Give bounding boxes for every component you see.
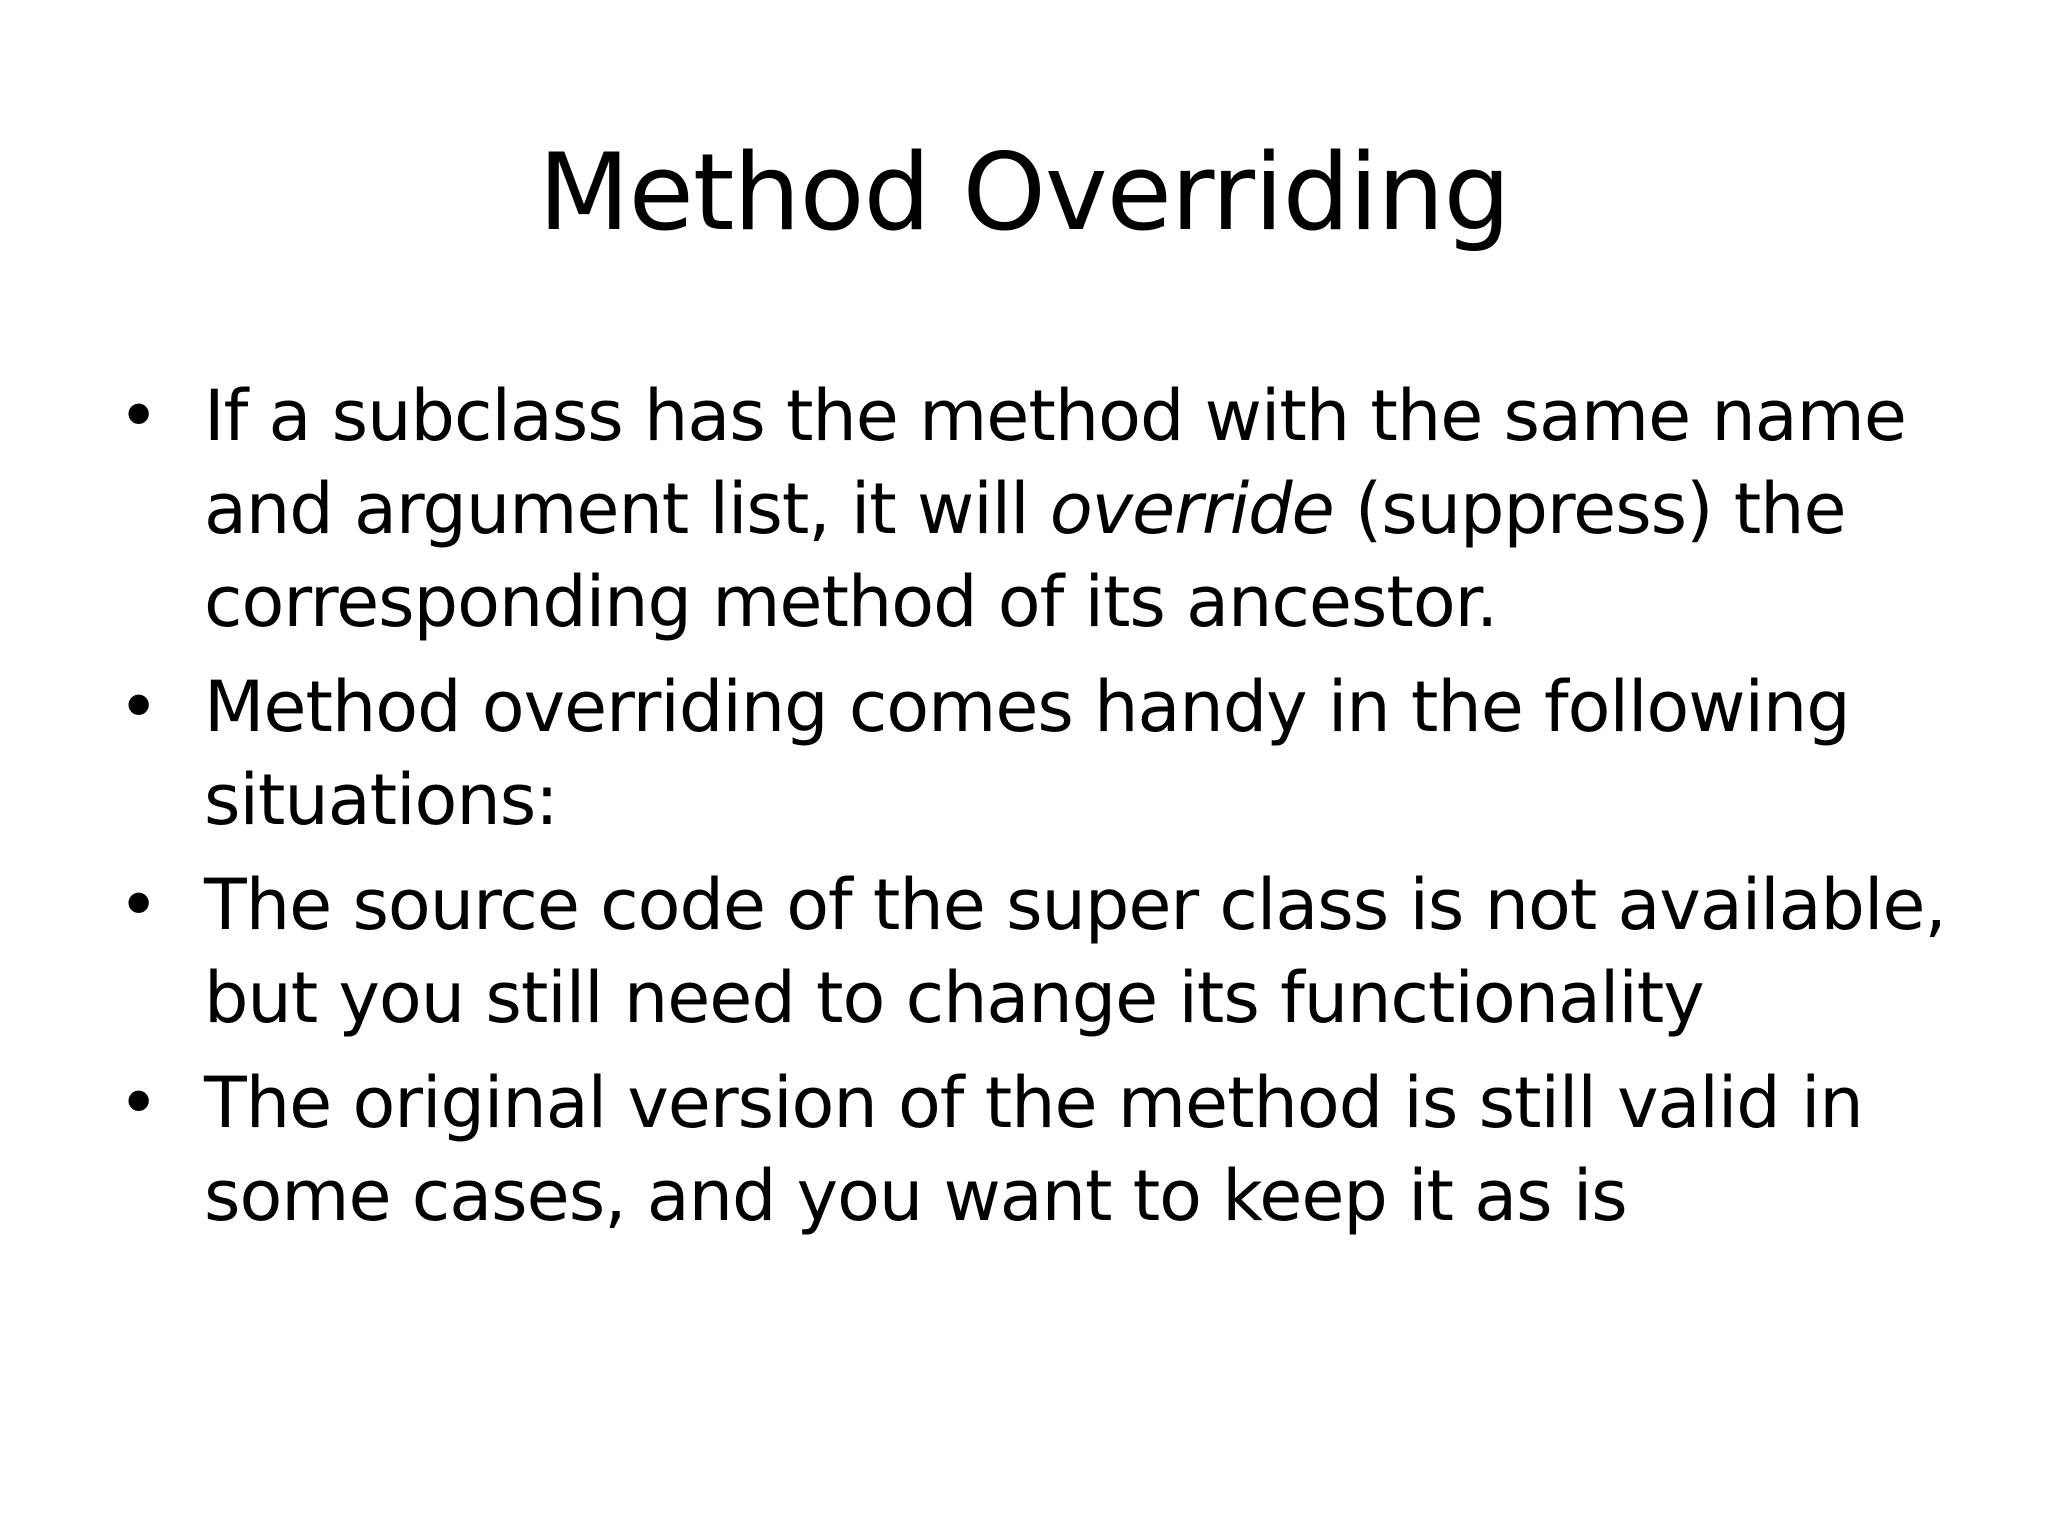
bullet-item [118, 661, 1978, 847]
bullet-item [118, 1057, 1978, 1243]
slide-title: Method Overriding [538, 131, 1510, 254]
bullet-text-tail: (suppress) the corresponding method of its ancestor. [204, 468, 1846, 643]
bullet-text: The original version of the method is still valid in some cases, and you want to keep it as is [204, 1062, 1863, 1237]
bullet-emphasis: override [1049, 468, 1334, 550]
bullet-item [118, 859, 1978, 1045]
bullet-item [118, 370, 1978, 649]
bullet-list [118, 370, 1978, 1255]
bullet-text: The source code of the super class is not available, but you still need to change its functionality [204, 864, 1946, 1039]
bullet-text: If a subclass has the method with the same name and argument list, it will [204, 375, 1906, 550]
bullet-text: Method overriding comes handy in the following situations: [204, 666, 1850, 841]
